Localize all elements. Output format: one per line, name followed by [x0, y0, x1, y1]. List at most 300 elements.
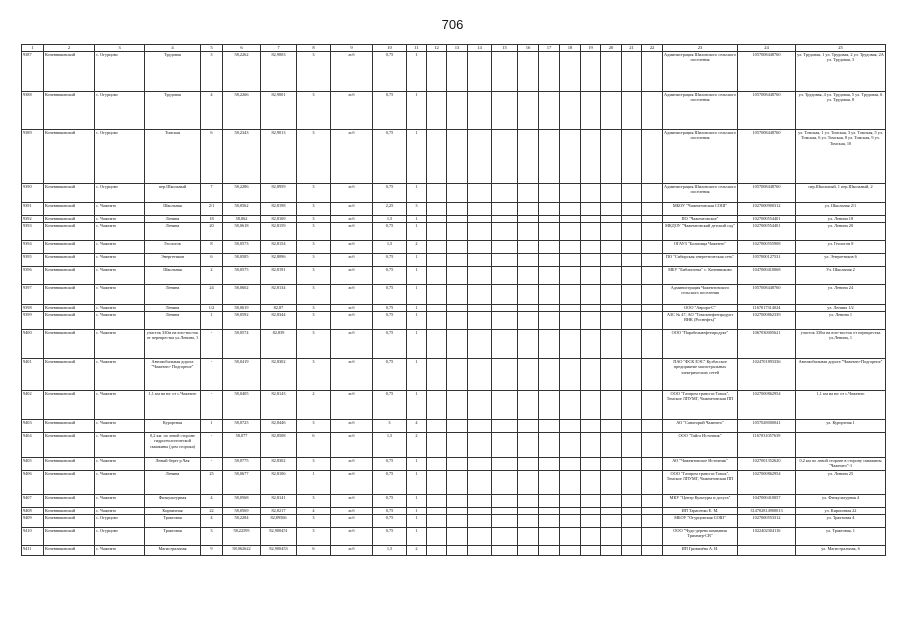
- table-cell: -: [201, 433, 223, 458]
- table-cell: 82,8959: [261, 184, 297, 203]
- column-number: 10: [373, 45, 407, 52]
- table-cell: [539, 254, 560, 267]
- table-cell: 0,75: [373, 312, 407, 330]
- table-cell: [492, 267, 518, 285]
- table-cell: [447, 92, 468, 130]
- table-cell: с. Чажемто: [95, 305, 145, 312]
- table-cell: [427, 391, 447, 420]
- table-cell: 58,062: [223, 216, 261, 223]
- table-cell: 1022402304116: [738, 528, 796, 546]
- table-cell: [642, 223, 663, 241]
- table-cell: [492, 420, 518, 433]
- table-cell: 3: [297, 223, 331, 241]
- table-cell: [468, 471, 492, 495]
- table-row: [22, 130, 886, 184]
- table-cell: Трактовая: [145, 528, 201, 546]
- table-cell: [518, 92, 539, 130]
- table-cell: ИП Гривилёва А. И.: [663, 546, 738, 556]
- table-cell: [468, 546, 492, 556]
- table-cell: [601, 330, 622, 359]
- table-cell: [622, 305, 642, 312]
- table-cell: 82,89566: [261, 515, 297, 528]
- table-cell: Кирпичная: [145, 508, 201, 515]
- table-cell: Трактовая: [145, 515, 201, 528]
- table-cell: 58,2262: [223, 52, 261, 92]
- table-cell: Кочевниковский: [44, 420, 95, 433]
- table-cell: 3: [297, 528, 331, 546]
- table-cell: Ленина: [145, 216, 201, 223]
- table-cell: [427, 471, 447, 495]
- table-cell: [581, 359, 601, 391]
- table-cell: 22: [201, 508, 223, 515]
- table-cell: 4: [201, 495, 223, 508]
- table-cell: [518, 223, 539, 241]
- table-cell: [518, 312, 539, 330]
- table-cell: [539, 92, 560, 130]
- table-cell: [642, 267, 663, 285]
- table-cell: 1: [407, 508, 427, 515]
- table-cell: Ул. Школьная 2: [796, 267, 886, 285]
- table-cell: ул. Школьная 2/1: [796, 203, 886, 216]
- table-cell: с. Чажемто: [95, 312, 145, 330]
- table-cell: [492, 216, 518, 223]
- table-cell: [560, 495, 581, 508]
- table-cell: [539, 391, 560, 420]
- table-cell: 9404: [22, 433, 44, 458]
- column-number: 13: [447, 45, 468, 52]
- table-cell: [642, 184, 663, 203]
- table-cell: с. Огурцово: [95, 130, 145, 184]
- table-cell: ул. Трактовая, 1: [796, 528, 886, 546]
- table-cell: [581, 420, 601, 433]
- table-row: [22, 495, 886, 508]
- table-cell: 3: [297, 241, 331, 254]
- table-cell: 58,0619: [223, 305, 261, 312]
- table-cell: [601, 285, 622, 305]
- table-cell: [622, 420, 642, 433]
- table-cell: [601, 52, 622, 92]
- table-cell: [447, 267, 468, 285]
- table-cell: асб: [331, 420, 373, 433]
- table-cell: Кочевниковский: [44, 285, 95, 305]
- table-row: [22, 528, 886, 546]
- table-cell: ул. Ленина 20: [796, 223, 886, 241]
- table-cell: 4: [407, 420, 427, 433]
- table-cell: [518, 285, 539, 305]
- table-cell: [518, 458, 539, 471]
- table-cell: [447, 305, 468, 312]
- table-cell: [539, 528, 560, 546]
- table-cell: 1167017314024: [738, 305, 796, 312]
- table-cell: [539, 515, 560, 528]
- table-cell: [468, 391, 492, 420]
- table-cell: 3: [407, 203, 427, 216]
- table-cell: [518, 241, 539, 254]
- table-cell: 1: [407, 330, 427, 359]
- table-cell: 9392: [22, 216, 44, 223]
- table-cell: [447, 515, 468, 528]
- table-cell: Администрация Шиловского сельского поселения: [663, 184, 738, 203]
- table-row: [22, 359, 886, 391]
- table-cell: асб: [331, 305, 373, 312]
- table-cell: [560, 391, 581, 420]
- table-row: [22, 305, 886, 312]
- table-cell: Геологов: [145, 241, 201, 254]
- table-cell: 82,8344: [261, 312, 297, 330]
- table-cell: [560, 515, 581, 528]
- table-cell: [427, 330, 447, 359]
- table-cell: 58,0568: [223, 495, 261, 508]
- table-cell: 1: [407, 130, 427, 184]
- table-cell: Кочевниковский: [44, 515, 95, 528]
- table-cell: 9389: [22, 130, 44, 184]
- table-cell: Школьная: [145, 203, 201, 216]
- table-cell: 58,2343: [223, 130, 261, 184]
- table-cell: Администрация Чажемтовского сельского поселения: [663, 285, 738, 305]
- table-cell: [447, 359, 468, 391]
- table-cell: [518, 359, 539, 391]
- table-cell: АЗС № 47, АО "Томскнефтепродукт ВНК (Роснефть)": [663, 312, 738, 330]
- table-cell: 1057028000041: [738, 420, 796, 433]
- table-cell: [427, 285, 447, 305]
- table-cell: Кочевниковский: [44, 184, 95, 203]
- column-number: 25: [796, 45, 886, 52]
- table-cell: 58,0562: [223, 203, 261, 216]
- table-cell: Ленина: [145, 305, 201, 312]
- table-cell: Трудовая: [145, 92, 201, 130]
- table-cell: 1027000862954: [738, 471, 796, 495]
- table-cell: [622, 203, 642, 216]
- table-cell: 82,839: [261, 330, 297, 359]
- table-cell: [539, 312, 560, 330]
- table-cell: 1: [407, 471, 427, 495]
- table-cell: [427, 184, 447, 203]
- table-cell: [601, 254, 622, 267]
- table-cell: 3: [201, 528, 223, 546]
- table-cell: 58,077: [223, 433, 261, 458]
- table-cell: 1: [201, 420, 223, 433]
- table-cell: с. Чажемто: [95, 546, 145, 556]
- table-cell: [642, 433, 663, 458]
- table-cell: [581, 330, 601, 359]
- table-cell: 314702814900013: [738, 508, 796, 515]
- table-cell: [492, 458, 518, 471]
- table-cell: Энергетиков: [145, 254, 201, 267]
- table-cell: [601, 223, 622, 241]
- table-cell: 58,0419: [223, 359, 261, 391]
- table-cell: [622, 433, 642, 458]
- table-cell: [447, 184, 468, 203]
- table-cell: [642, 420, 663, 433]
- table-cell: ООО "Тайга Источник": [663, 433, 738, 458]
- table-cell: 6: [297, 546, 331, 556]
- table-cell: 1: [407, 359, 427, 391]
- table-cell: 58,2286: [223, 184, 261, 203]
- table-cell: Кочевниковский: [44, 130, 95, 184]
- column-number: 16: [518, 45, 539, 52]
- table-row: [22, 267, 886, 285]
- table-cell: [642, 92, 663, 130]
- table-cell: -: [201, 391, 223, 420]
- column-number: 8: [297, 45, 331, 52]
- table-cell: асб: [331, 359, 373, 391]
- table-cell: МКДОУ "Чажемтовский детский сад": [663, 223, 738, 241]
- table-cell: 82,8169: [261, 216, 297, 223]
- table-cell: [468, 216, 492, 223]
- table-cell: с. Огурцово: [95, 92, 145, 130]
- table-cell: асб: [331, 285, 373, 305]
- table-cell: [581, 241, 601, 254]
- table-cell: Ленина: [145, 471, 201, 495]
- table-cell: 82,8217: [261, 508, 297, 515]
- table-cell: Кочевниковский: [44, 330, 95, 359]
- table-cell: [622, 254, 642, 267]
- table-cell: Физкультурная: [145, 495, 201, 508]
- table-cell: 1027000862954: [738, 391, 796, 420]
- table-cell: 58,0618: [223, 223, 261, 241]
- table-cell: [518, 528, 539, 546]
- table-cell: [447, 52, 468, 92]
- table-cell: ОГАУЗ "Больница Чажемто": [663, 241, 738, 254]
- table-cell: [539, 223, 560, 241]
- column-number-row: [22, 45, 886, 52]
- table-cell: 3: [297, 420, 331, 433]
- table-cell: [468, 515, 492, 528]
- table-cell: 2: [407, 546, 427, 556]
- table-cell: 1: [407, 528, 427, 546]
- table-cell: [642, 254, 663, 267]
- table-cell: 9402: [22, 391, 44, 420]
- table-row: [22, 433, 886, 458]
- table-cell: 3: [297, 267, 331, 285]
- table-cell: 0,75: [373, 305, 407, 312]
- table-cell: с. Чажемто: [95, 216, 145, 223]
- table-cell: 9387: [22, 52, 44, 92]
- table-cell: [622, 241, 642, 254]
- table-cell: [539, 285, 560, 305]
- table-row: [22, 515, 886, 528]
- table-cell: [468, 508, 492, 515]
- table-cell: [539, 495, 560, 508]
- table-cell: асб: [331, 433, 373, 458]
- table-cell: [560, 267, 581, 285]
- table-cell: [539, 471, 560, 495]
- table-cell: 9407: [22, 495, 44, 508]
- column-number: 7: [261, 45, 297, 52]
- table-cell: [447, 495, 468, 508]
- table-cell: [581, 312, 601, 330]
- column-number: 5: [201, 45, 223, 52]
- table-cell: [601, 458, 622, 471]
- table-cell: 0,75: [373, 285, 407, 305]
- page-number: 706: [441, 17, 464, 32]
- table-cell: Кочевниковский: [44, 471, 95, 495]
- table-cell: [492, 203, 518, 216]
- table-cell: [492, 52, 518, 92]
- table-cell: [642, 495, 663, 508]
- table-cell: 4: [201, 515, 223, 528]
- table-cell: 9390: [22, 184, 44, 203]
- table-cell: [539, 216, 560, 223]
- table-cell: с. Чажемто: [95, 254, 145, 267]
- table-cell: Автомобильная дорога "Чажемто- Подгорное": [145, 359, 201, 391]
- table-cell: ул. Ленина 24: [796, 285, 886, 305]
- table-cell: 0,75: [373, 508, 407, 515]
- table-cell: участок 330м на юго-восток от перекрестка ул.Ленина, 1: [145, 330, 201, 359]
- table-cell: [581, 433, 601, 458]
- table-cell: [539, 305, 560, 312]
- table-cell: Автомобильная дорога "Чажемто-Подгорное": [796, 359, 886, 391]
- table-cell: [642, 216, 663, 223]
- table-cell: Томская: [145, 130, 201, 184]
- table-cell: [539, 420, 560, 433]
- table-cell: 82,8198: [261, 203, 297, 216]
- table-cell: [447, 433, 468, 458]
- table-cell: [447, 130, 468, 184]
- table-row: [22, 312, 886, 330]
- table-cell: [539, 130, 560, 184]
- table-cell: 58,0725: [223, 420, 261, 433]
- table-cell: Кочевниковский: [44, 359, 95, 391]
- table-cell: 58,22595: [223, 528, 261, 546]
- table-cell: 9406: [22, 471, 44, 495]
- table-row: [22, 471, 886, 495]
- table-row: [22, 254, 886, 267]
- table-cell: 1027000900312: [738, 203, 796, 216]
- table-cell: ИП Тарасенко Е. М.: [663, 508, 738, 515]
- table-cell: 82,900451: [261, 528, 297, 546]
- table-cell: [539, 184, 560, 203]
- table-cell: 82,8302: [261, 359, 297, 391]
- table-cell: [468, 285, 492, 305]
- table-cell: 3: [297, 458, 331, 471]
- table-cell: [560, 285, 581, 305]
- table-cell: [492, 495, 518, 508]
- table-cell: [642, 130, 663, 184]
- table-cell: [492, 223, 518, 241]
- table-cell: [518, 52, 539, 92]
- table-cell: Кочевниковский: [44, 52, 95, 92]
- table-cell: 0,75: [373, 92, 407, 130]
- table-cell: 82,9013: [261, 130, 297, 184]
- table-cell: ООО "Газпром трансгаз Томск", Томское ЛПУМГ, Чажемтовская ПП: [663, 471, 738, 495]
- table-cell: [518, 305, 539, 312]
- table-cell: 9410: [22, 528, 44, 546]
- table-cell: [427, 223, 447, 241]
- table-cell: [468, 495, 492, 508]
- table-cell: 1,5: [373, 241, 407, 254]
- table-cell: [601, 305, 622, 312]
- table-cell: МКУ "Центр Культуры и досуга": [663, 495, 738, 508]
- table-cell: 9401: [22, 359, 44, 391]
- table-cell: [468, 267, 492, 285]
- table-cell: 1,5: [373, 433, 407, 458]
- table-cell: ул. Трактовая 4: [796, 515, 886, 528]
- table-cell: 1: [407, 184, 427, 203]
- table-cell: -: [201, 359, 223, 391]
- table-cell: 9408: [22, 508, 44, 515]
- table-cell: [492, 305, 518, 312]
- table-cell: [581, 216, 601, 223]
- table-cell: [581, 528, 601, 546]
- table-cell: с. Огурцово: [95, 528, 145, 546]
- table-cell: [560, 216, 581, 223]
- table-cell: асб: [331, 330, 373, 359]
- table-cell: [601, 184, 622, 203]
- table-cell: ул. Физкультурная 4: [796, 495, 886, 508]
- table-cell: [492, 515, 518, 528]
- table-cell: [560, 359, 581, 391]
- table-cell: [492, 508, 518, 515]
- table-cell: [560, 546, 581, 556]
- table-cell: ул. Геологов 8: [796, 241, 886, 254]
- table-cell: 58,0574: [223, 330, 261, 359]
- table-cell: [622, 92, 642, 130]
- table-cell: [468, 223, 492, 241]
- table-cell: [581, 285, 601, 305]
- table-cell: 1027000554401: [738, 216, 796, 223]
- table-cell: [560, 312, 581, 330]
- table-cell: [427, 528, 447, 546]
- table-cell: 1047000410068: [738, 267, 796, 285]
- table-cell: Ленина: [145, 312, 201, 330]
- table-cell: [560, 471, 581, 495]
- table-cell: 0,75: [373, 267, 407, 285]
- table-cell: асб: [331, 528, 373, 546]
- table-cell: [492, 92, 518, 130]
- table-cell: [560, 420, 581, 433]
- table-cell: 0,75: [373, 471, 407, 495]
- table-cell: Магистральная: [145, 546, 201, 556]
- table-cell: [427, 130, 447, 184]
- table-cell: 1: [297, 471, 331, 495]
- table-cell: 6: [297, 433, 331, 458]
- table-cell: [492, 471, 518, 495]
- table-cell: асб: [331, 203, 373, 216]
- table-cell: [518, 216, 539, 223]
- table-cell: с. Чажемто: [95, 391, 145, 420]
- table-cell: асб: [331, 391, 373, 420]
- table-cell: [622, 515, 642, 528]
- table-cell: [492, 254, 518, 267]
- table-cell: 1,5: [373, 546, 407, 556]
- table-cell: [518, 471, 539, 495]
- table-cell: 0,2 км. по левой стороне гидрогеологической скважины (дом сторожа): [145, 433, 201, 458]
- table-cell: с. Чажемто: [95, 433, 145, 458]
- table-cell: [581, 130, 601, 184]
- table-row: [22, 216, 886, 223]
- table-cell: [622, 359, 642, 391]
- table-cell: 1027000555908: [738, 241, 796, 254]
- table-cell: 1: [407, 223, 427, 241]
- table-cell: [581, 305, 601, 312]
- table-cell: [642, 391, 663, 420]
- table-cell: Кочевниковский: [44, 546, 95, 556]
- table-cell: 6: [201, 254, 223, 267]
- table-cell: 25: [201, 471, 223, 495]
- table-cell: [468, 52, 492, 92]
- table-cell: 58,0585: [223, 254, 261, 267]
- table-cell: Ленина: [145, 223, 201, 241]
- table-cell: [560, 433, 581, 458]
- table-cell: 9394: [22, 241, 44, 254]
- table-cell: [601, 359, 622, 391]
- table-cell: Кочевниковский: [44, 433, 95, 458]
- table-cell: 82,8302: [261, 458, 297, 471]
- table-cell: [447, 216, 468, 223]
- table-cell: [447, 546, 468, 556]
- column-number: 14: [468, 45, 492, 52]
